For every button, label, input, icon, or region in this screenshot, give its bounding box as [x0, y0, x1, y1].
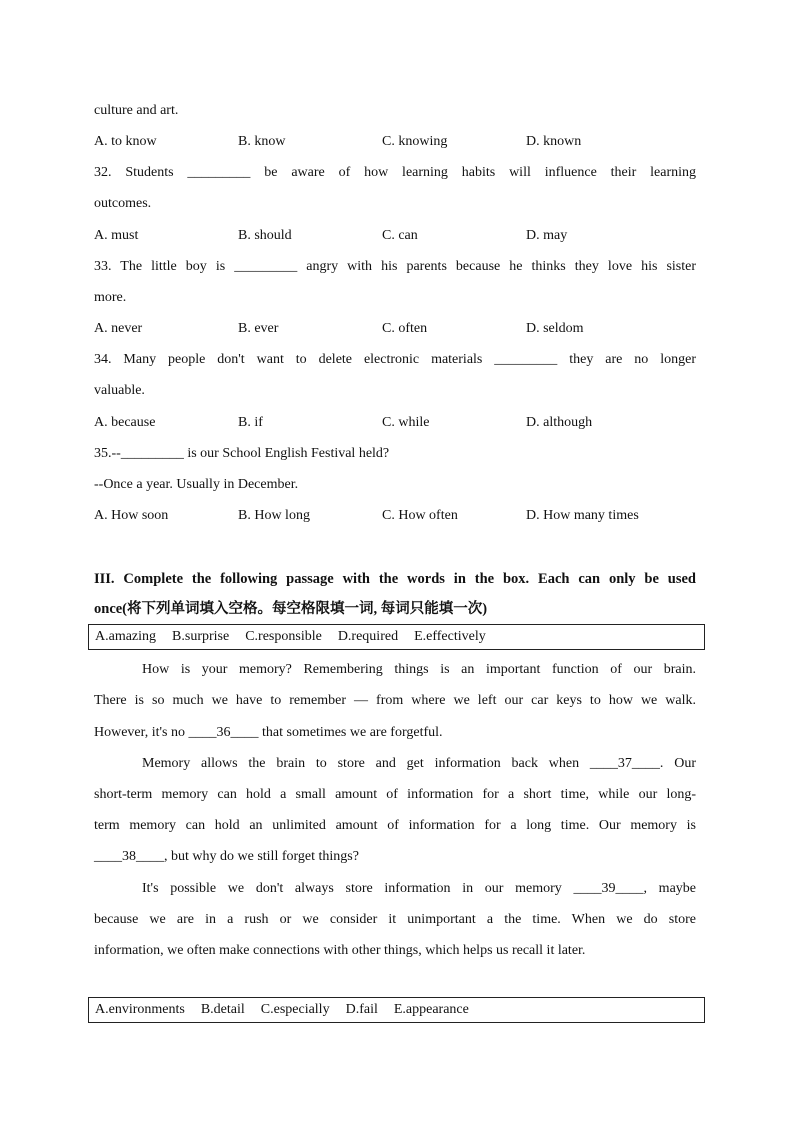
- q32-option-b: B. should: [238, 228, 292, 243]
- q32-option-d: D. may: [526, 228, 568, 243]
- passage-p3-line2: because we are in a rush or we consider it unimportant a the time. When we do store: [94, 912, 696, 927]
- q35-answer-line: --Once a year. Usually in December.: [94, 477, 299, 492]
- q34-option-c: C. while: [382, 415, 430, 430]
- q32-option-c: C. can: [382, 228, 418, 243]
- q33-option-a: A. never: [94, 321, 143, 336]
- section-heading: III. Complete the following passage with the words in the box. Each can only be used: [94, 571, 696, 587]
- word-option: B.surprise: [172, 629, 230, 644]
- word-box-1-words: [95, 628, 502, 646]
- word-box-1: [88, 624, 705, 650]
- q32-stem: 32. Students _________ be aware of how learning habits will influence their learning: [94, 165, 696, 180]
- word-option: C.responsible: [245, 629, 322, 644]
- q32-stem-cont: outcomes.: [94, 196, 152, 211]
- q31-option-a: A. to know: [94, 134, 157, 149]
- section-heading-cont: once(将下列单词填入空格。每空格限填一词, 每词只能填一次): [94, 601, 488, 617]
- q35-option-b: B. How long: [238, 508, 310, 523]
- q33-stem-cont: more.: [94, 290, 127, 305]
- q33-stem: 33. The little boy is _________ angry with his parents because he thinks they love his sister: [94, 259, 696, 274]
- passage-p2-line2: short-term memory can hold a small amount of information for a short time, while our long-: [94, 787, 696, 802]
- q31-option-b: B. know: [238, 134, 286, 149]
- passage-p3-line1: It's possible we don't always store information in our memory ____39____, maybe: [142, 881, 696, 896]
- q34-stem-cont: valuable.: [94, 383, 145, 398]
- passage-p2-line3: term memory can hold an unlimited amount of information for a long time. Our memory is: [94, 818, 696, 833]
- passage-p3-line3: information, we often make connections with other things, which helps us recall it later.: [94, 943, 586, 958]
- q34-stem: 34. Many people don't want to delete electronic materials _________ they are no longer: [94, 352, 696, 367]
- passage-p2-line1: Memory allows the brain to store and get information back when ____37____. Our: [142, 756, 696, 771]
- q33-option-c: C. often: [382, 321, 428, 336]
- word-box-2-words: [95, 1001, 485, 1019]
- word-option: D.fail: [345, 1002, 378, 1017]
- q35-option-d: D. How many times: [526, 508, 639, 523]
- q34-option-a: A. because: [94, 415, 156, 430]
- word-option: E.appearance: [393, 1002, 469, 1017]
- word-option: D.required: [337, 629, 399, 644]
- word-option: A.amazing: [95, 629, 157, 644]
- passage-p1-line2: There is so much we have to remember — from where we left our car keys to how we walk.: [94, 693, 696, 708]
- passage-p1-line1: How is your memory? Remembering things is an important function of our brain.: [142, 662, 696, 677]
- q31-option-d: D. known: [526, 134, 582, 149]
- q32-option-a: A. must: [94, 228, 139, 243]
- q35-option-a: A. How soon: [94, 508, 169, 523]
- q35-option-c: C. How often: [382, 508, 458, 523]
- q35-stem: 35.--_________ is our School English Festival held?: [94, 446, 390, 461]
- word-option: C.especially: [260, 1002, 330, 1017]
- word-option: E.effectively: [414, 629, 486, 644]
- passage-p2-line4: ____38____, but why do we still forget things?: [94, 849, 359, 864]
- q31-stem-tail: culture and art.: [94, 103, 179, 118]
- q34-option-d: D. although: [526, 415, 593, 430]
- word-option: B.detail: [200, 1002, 245, 1017]
- word-option: A.environments: [95, 1002, 185, 1017]
- q31-option-c: C. knowing: [382, 134, 448, 149]
- q33-option-b: B. ever: [238, 321, 279, 336]
- passage-p1-line3: However, it's no ____36____ that sometimes we are forgetful.: [94, 725, 443, 740]
- q34-option-b: B. if: [238, 415, 263, 430]
- q33-option-d: D. seldom: [526, 321, 584, 336]
- word-box-2: [88, 997, 705, 1023]
